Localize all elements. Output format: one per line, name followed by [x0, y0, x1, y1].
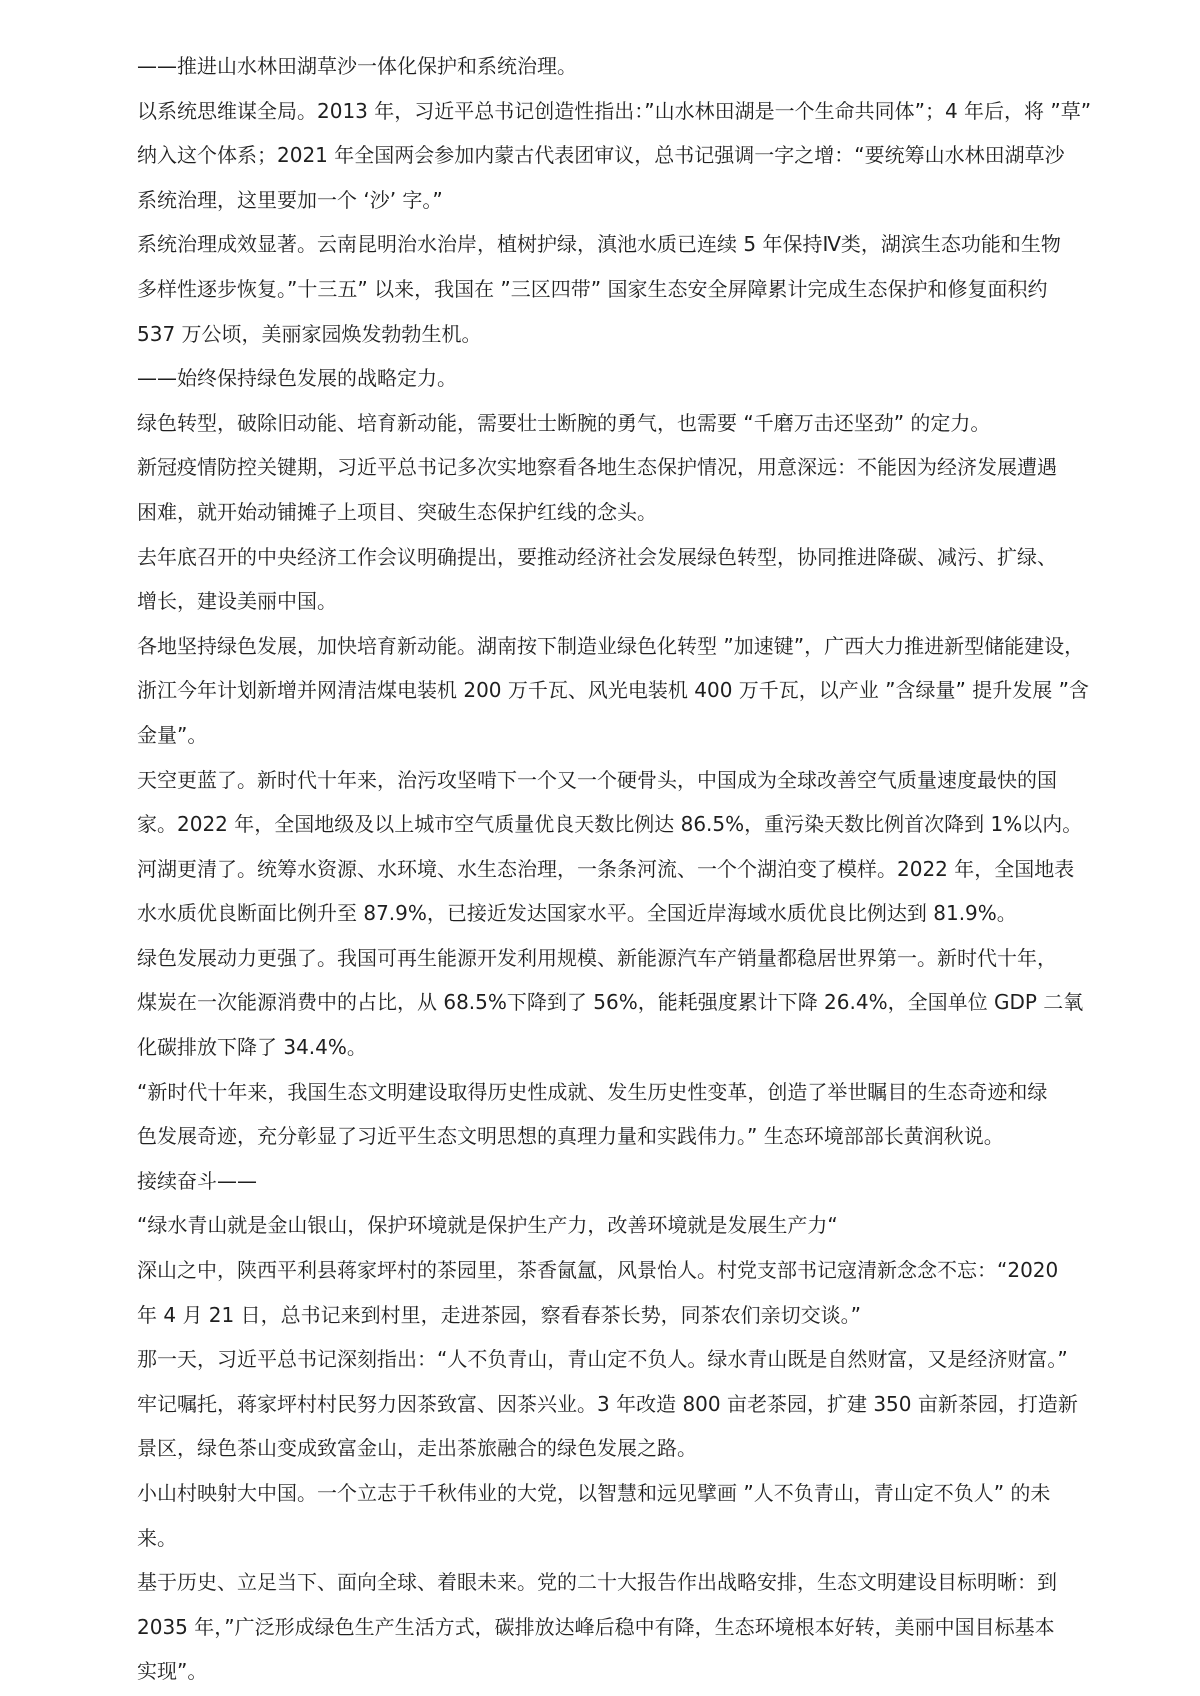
paragraph-line: 河湖更清了。统筹水资源、水环境、水生态治理，一条条河流、一个个湖泊变了模样。2022 年，全国地表 — [137, 856, 1075, 881]
paragraph-line: 金量”。 — [137, 722, 208, 747]
paragraph-line: “新时代十年来，我国生态文明建设取得历史性成就、发生历史性变革，创造了举世瞩目的生态奇迹和绿 — [137, 1079, 1048, 1104]
paragraph-line: 去年底召开的中央经济工作会议明确提出，要推动经济社会发展绿色转型，协同推进降碳、减污、扩绿、 — [137, 544, 1057, 569]
paragraph-line: 景区，绿色茶山变成致富金山，走出茶旅融合的绿色发展之路。 — [137, 1436, 697, 1461]
paragraph-line: 家。2022 年，全国地级及以上城市空气质量优良天数比例达 86.5%，重污染天数比例首次降到 1%以内。 — [137, 812, 1083, 837]
paragraph-line: 纳入这个体系；2021 年全国两会参加内蒙古代表团审议，总书记强调一字之增：“要统筹山水林田湖草沙 — [137, 143, 1065, 168]
paragraph-line: 色发展奇迹，充分彰显了习近平生态文明思想的真理力量和实践伟力。” 生态环境部部长黄润秋说。 — [137, 1124, 1004, 1149]
paragraph-line: 以系统思维谋全局。2013 年，习近平总书记创造性指出：”山水林田湖是一个生命共同体”；4 年后，将 ”草” — [137, 98, 1092, 123]
paragraph-line: 水水质优良断面比例升至 87.9%，已接近发达国家水平。全国近岸海域水质优良比例达到 81.9%。 — [137, 901, 1017, 926]
paragraph-line: 增长，建设美丽中国。 — [137, 589, 337, 614]
section-heading-continuous-effort: 接续奋斗—— — [137, 1168, 257, 1193]
document-body — [137, 44, 1092, 1694]
paragraph-line: 牢记嘱托，蒋家坪村村民努力因茶致富、因茶兴业。3 年改造 800 亩老茶园，扩建 350 亩新茶园，打造新 — [137, 1391, 1078, 1416]
paragraph-line: 小山村映射大中国。一个立志于千秋伟业的大党，以智慧和远见擘画 ”人不负青山，青山定不负人” 的未 — [137, 1481, 1051, 1505]
paragraph-line: 绿色发展动力更强了。我国可再生能源开发利用规模、新能源汽车产销量都稳居世界第一。新时代十年， — [137, 945, 1057, 970]
paragraph-line: 绿色转型，破除旧动能、培育新动能，需要壮士断腕的勇气，也需要 “千磨万击还坚劲” 的定力。 — [137, 410, 991, 435]
paragraph-line: 多样性逐步恢复。”十三五” 以来，我国在 ”三区四带” 国家生态安全屏障累计完成生态保护和修复面积约 — [137, 276, 1048, 301]
paragraph-line: 化碳排放下降了 34.4%。 — [137, 1035, 367, 1060]
paragraph-line: 各地坚持绿色发展，加快培育新动能。湖南按下制造业绿色化转型 ”加速键”，广西大力推进新型储能建设， — [137, 633, 1085, 658]
paragraph-line: 天空更蓝了。新时代十年来，治污攻坚啃下一个又一个硬骨头，中国成为全球改善空气质量速度最快的国 — [137, 767, 1057, 792]
quote-line: “绿水青山就是金山银山，保护环境就是保护生产力，改善环境就是发展生产力“ — [137, 1213, 838, 1238]
paragraph-line: 537 万公顷，美丽家园焕发勃勃生机。 — [137, 321, 482, 346]
paragraph-line: 深山之中，陕西平利县蒋家坪村的茶园里，茶香氤氲，风景怡人。村党支部书记寇清新念念不忘：“2020 — [137, 1258, 1059, 1283]
paragraph-line: 新冠疫情防控关键期，习近平总书记多次实地察看各地生态保护情况，用意深远：不能因为经济发展遭遇 — [137, 455, 1057, 480]
paragraph-line: 煤炭在一次能源消费中的占比，从 68.5%下降到了 56%，能耗强度累计下降 26.4%，全国单位 GDP 二氧 — [137, 990, 1084, 1015]
paragraph-line: 系统治理，这里要加一个 ‘沙’ 字。” — [137, 187, 443, 212]
paragraph-line: 来。 — [137, 1525, 177, 1550]
paragraph-line: 浙江今年计划新增并网清洁煤电装机 200 万千瓦、风光电装机 400 万千瓦，以产业 ”含绿量” 提升发展 ”含 — [137, 678, 1089, 703]
paragraph-line: 2035 年，”广泛形成绿色生产生活方式，碳排放达峰后稳中有降，生态环境根本好转，美丽中国目标基本 — [137, 1614, 1055, 1639]
paragraph-line: 那一天，习近平总书记深刻指出：“人不负青山，青山定不负人。绿水青山既是自然财富，又是经济财富。” — [137, 1347, 1068, 1372]
section-heading-integrated-protection: ——推进山水林田湖草沙一体化保护和系统治理。 — [137, 54, 577, 78]
paragraph-line: 实现”。 — [137, 1659, 208, 1684]
paragraph-line: 系统治理成效显著。云南昆明治水治岸，植树护绿，滇池水质已连续 5 年保持Ⅳ类，湖滨生态功能和生物 — [137, 232, 1061, 257]
paragraph-line: 困难，就开始动铺摊子上项目、突破生态保护红线的念头。 — [137, 499, 657, 524]
paragraph-line: 基于历史、立足当下、面向全球、着眼未来。党的二十大报告作出战略安排，生态文明建设目标明晰：到 — [137, 1570, 1057, 1595]
paragraph-line: 年 4 月 21 日，总书记来到村里，走进茶园，察看春茶长势，同茶农们亲切交谈。” — [137, 1302, 861, 1327]
section-heading-green-development: ——始终保持绿色发展的战略定力。 — [137, 366, 457, 391]
